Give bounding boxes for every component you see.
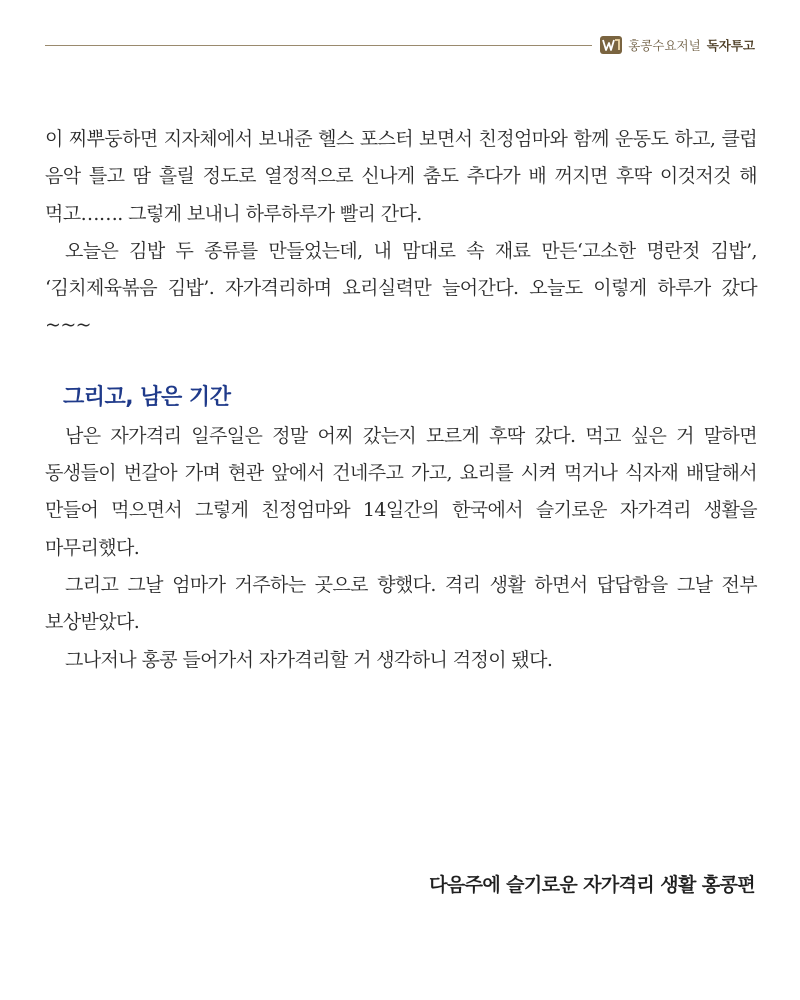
section-heading: 그리고, 남은 기간 — [63, 384, 231, 410]
article-paragraph: 오늘은 김밥 두 종류를 만들었는데, 내 맘대로 속 재료 만든‘고소한 명란젓 김밥’, ‘김치제육볶음 김밥’. 자가격리하며 요리실력만 늘어간다. 오늘도 이렇게 하루가 갔다~~~ — [45, 239, 757, 337]
article-paragraph: 이 찌뿌둥하면 지자체에서 보내준 헬스 포스터 보면서 친정엄마와 함께 운동도 하고, 클럽 음악 틀고 땀 흘릴 정도로 열정적으로 신나게 춤도 추다가 배 꺼지면 후딱 이것저것 해 먹고……. 그렇게 보내니 하루하루가 빨리 간다. — [45, 128, 757, 225]
w-logo-icon — [600, 36, 622, 54]
page-header — [45, 30, 755, 60]
section-label: 독자투고 — [706, 38, 755, 53]
publication-brand — [600, 36, 755, 54]
article-paragraph: 그나저나 홍콩 들어가서 자가격리할 거 생각하니 걱정이 됐다. — [65, 648, 553, 671]
next-episode-note: 다음주에 슬기로운 자가격리 생활 홍콩편 — [429, 874, 755, 896]
header-divider — [45, 45, 592, 46]
article-body — [45, 121, 757, 679]
brand-name: 홍콩수요저널 — [628, 38, 701, 53]
article-paragraph: 그리고 그날 엄마가 거주하는 곳으로 향했다. 격리 생활 하면서 답답함을 그날 전부 보상받았다. — [45, 573, 757, 634]
article-paragraph: 남은 자가격리 일주일은 정말 어찌 갔는지 모르게 후딱 갔다. 먹고 싶은 거 말하면 동생들이 번갈아 가며 현관 앞에서 건네주고 가고, 요리를 시켜 먹거나 식자재 배달해서 만들어 먹으면서 그렇게 친정엄마와 14일간의 한국에서 슬기로운 자가격리 생활을 마무리했다. — [45, 424, 757, 559]
